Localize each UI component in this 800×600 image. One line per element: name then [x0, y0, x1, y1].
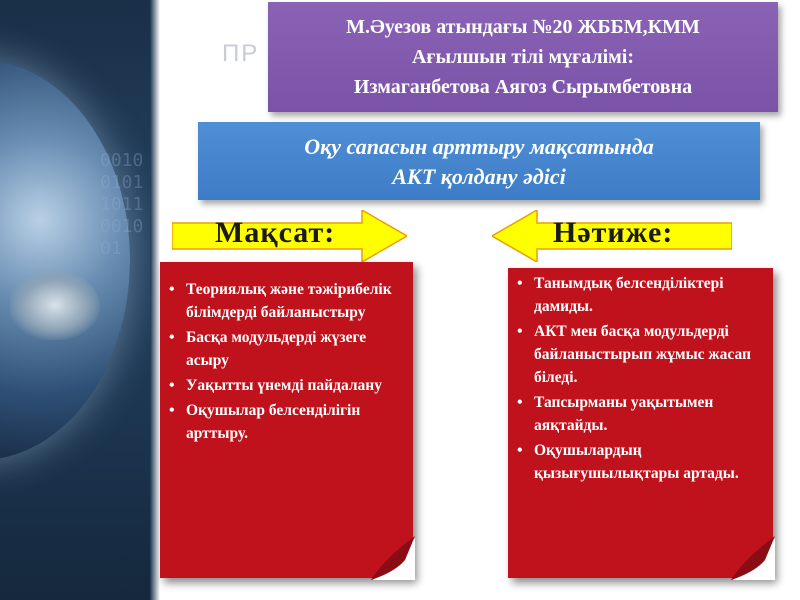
goal-list: [160, 262, 413, 445]
goal-item: • Оқушылар белсенділігін арттыру.: [160, 399, 405, 445]
author-header-box: [268, 2, 778, 112]
goal-item: • Теориялық және тәжірибелік білімдерді байланыстыру: [160, 278, 405, 324]
page-curl-icon: [365, 530, 415, 580]
result-item: • АКТ мен басқа модульдерді байланыстырып жұмыс жасап біледі.: [508, 320, 767, 389]
goal-item: • Басқа модульдерді жүзеге асыру: [160, 326, 405, 372]
ghost-text-decoration: ПР: [222, 40, 260, 67]
globe-graphic: [0, 60, 130, 460]
globe-background-image: [0, 0, 150, 600]
topic-line-2: АКТ қолдану әдісі: [392, 164, 566, 189]
topic-title-box: [198, 122, 760, 200]
result-item: • Танымдық белсенділіктері дамиды.: [508, 272, 767, 318]
goal-title: Мақсат:: [215, 216, 336, 249]
header-name-line: Измаганбетова Аягоз Сырымбетовна: [353, 76, 693, 98]
goal-item: • Уақытты үнемді пайдалану: [160, 374, 405, 397]
result-item: • Оқушылардың қызығушылықтары артады.: [508, 439, 767, 485]
goal-card: [160, 262, 413, 578]
header-school-line: М.Әуезов атындағы №20 ЖББМ,КММ: [346, 16, 700, 38]
result-title: Нәтиже:: [553, 216, 674, 249]
topic-line-1: Оқу сапасын арттыру мақсатында: [304, 134, 654, 159]
globe-land-graphic: [10, 270, 100, 340]
result-list: [508, 268, 773, 485]
header-role-line: Ағылшын тілі мұғалімі:: [411, 46, 635, 68]
background-fade: [150, 0, 160, 600]
result-item: • Тапсырманы уақытымен аяқтайды.: [508, 391, 767, 437]
result-card: [508, 268, 773, 578]
binary-pattern-decoration: 0010 0101 1011 0010 01: [100, 150, 144, 259]
page-curl-icon: [725, 530, 775, 580]
